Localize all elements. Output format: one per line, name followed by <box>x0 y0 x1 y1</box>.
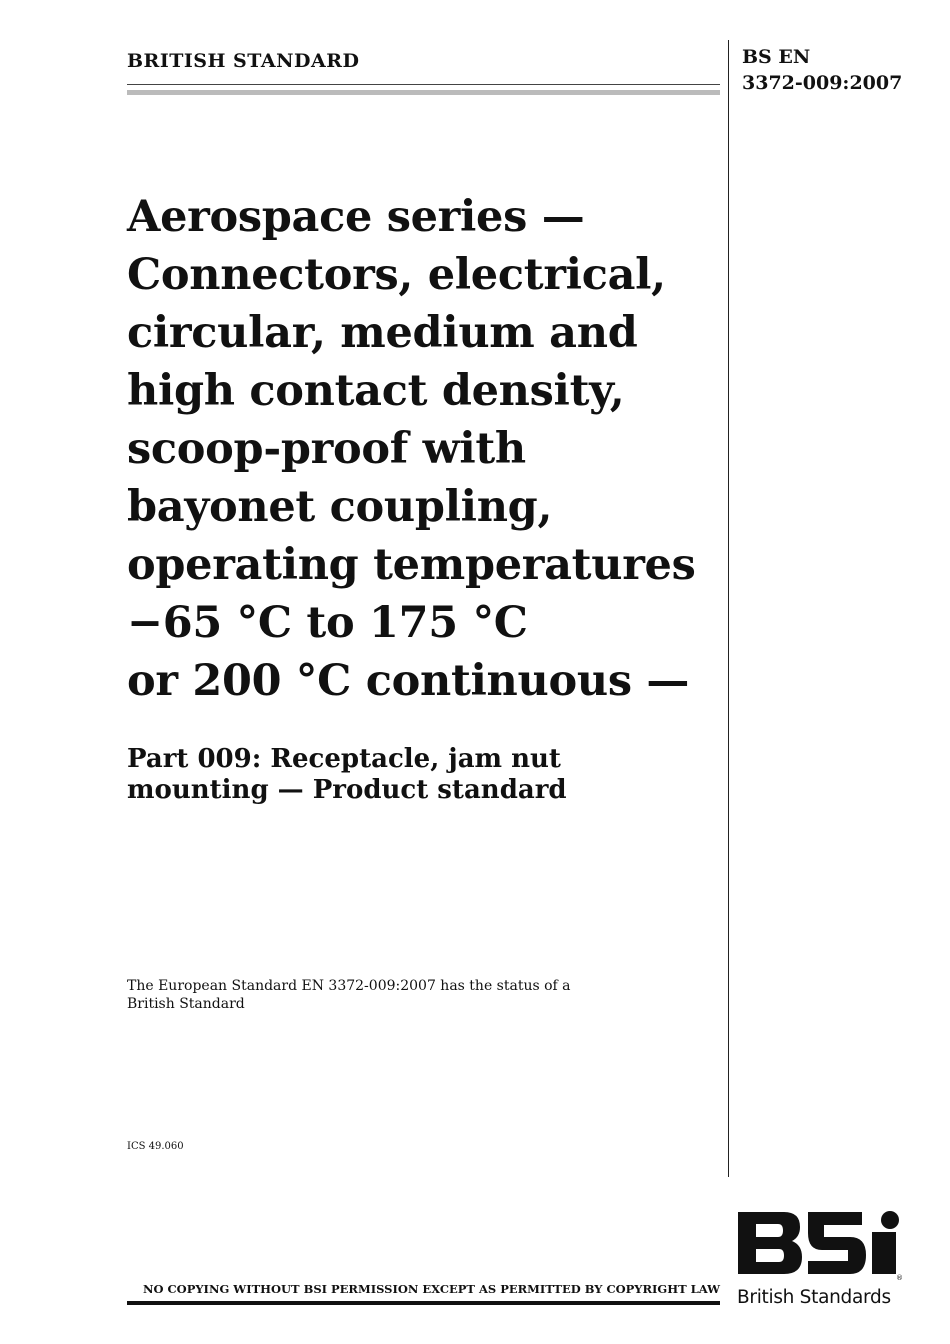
ics-code: ICS 49.060 <box>127 1141 184 1152</box>
status-note-line: The European Standard EN 3372-009:2007 has the status of a <box>127 978 571 994</box>
copyright-notice: NO COPYING WITHOUT BSI PERMISSION EXCEPT AS PERMITTED BY COPYRIGHT LAW <box>143 1282 721 1296</box>
logo-caption: British Standards <box>737 1287 891 1308</box>
document-title <box>127 188 727 710</box>
title-line: scoop-proof with <box>127 424 526 474</box>
status-note-line: British Standard <box>127 996 245 1012</box>
header-divider-thick <box>127 90 720 95</box>
document-number-line-2: 3372-009:2007 <box>742 72 903 94</box>
title-line: or 200 °C continuous — <box>127 656 690 706</box>
subtitle-line: mounting — Product standard <box>127 775 567 805</box>
subtitle-line: Part 009: Receptacle, jam nut <box>127 744 561 774</box>
vertical-divider <box>728 40 729 1177</box>
header-divider-thin <box>127 84 720 85</box>
title-line: operating temperatures <box>127 540 696 590</box>
title-line: bayonet coupling, <box>127 482 553 532</box>
title-line: Connectors, electrical, <box>127 250 666 300</box>
title-line: circular, medium and <box>127 308 638 358</box>
standard-type-label: BRITISH STANDARD <box>127 50 360 72</box>
registered-mark: ® <box>896 1274 903 1282</box>
title-line: high contact density, <box>127 366 625 416</box>
document-number <box>742 44 902 96</box>
document-subtitle <box>127 744 567 806</box>
status-note <box>127 977 571 1013</box>
footer-divider <box>127 1301 720 1305</box>
title-line: Aerospace series — <box>127 192 585 242</box>
document-number-line-1: BS EN <box>742 46 811 68</box>
title-line: −65 °C to 175 °C <box>127 598 528 648</box>
